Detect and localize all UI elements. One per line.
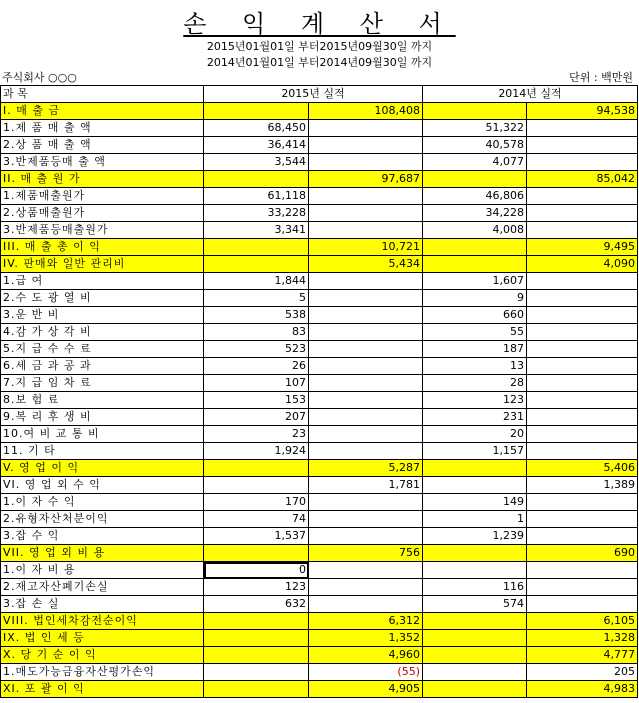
table-row xyxy=(1,392,638,409)
current-total-cell[interactable]: 756 xyxy=(309,545,423,562)
period-current: 2015년01월01일 부터2015년09월30일 까지 xyxy=(206,40,433,53)
current-total-cell[interactable] xyxy=(309,358,423,375)
prior-total-cell[interactable] xyxy=(527,341,638,358)
current-detail-cell[interactable] xyxy=(204,647,309,664)
prior-detail-cell[interactable]: 1,157 xyxy=(423,443,527,460)
account-cell[interactable]: III. 매 출 총 이 익 xyxy=(1,239,204,256)
account-cell[interactable]: V. 영 업 이 익 xyxy=(1,460,204,477)
table-row xyxy=(1,630,638,647)
current-detail-cell[interactable]: 207 xyxy=(204,409,309,426)
prior-detail-cell[interactable] xyxy=(423,477,527,494)
current-detail-cell[interactable]: 632 xyxy=(204,596,309,613)
account-cell[interactable]: X. 당 기 순 이 익 xyxy=(1,647,204,664)
current-detail-cell[interactable]: 1,537 xyxy=(204,528,309,545)
account-cell[interactable]: I. 매 출 금 xyxy=(1,103,204,120)
prior-detail-cell[interactable]: 20 xyxy=(423,426,527,443)
current-detail-cell[interactable]: 36,414 xyxy=(204,137,309,154)
prior-total-cell[interactable]: 94,538 xyxy=(527,103,638,120)
prior-detail-cell[interactable]: 34,228 xyxy=(423,205,527,222)
current-detail-cell[interactable] xyxy=(204,545,309,562)
table-row xyxy=(1,307,638,324)
account-cell[interactable]: II. 매 출 원 가 xyxy=(1,171,204,188)
table-row xyxy=(1,358,638,375)
prior-detail-cell[interactable]: 28 xyxy=(423,375,527,392)
current-total-cell[interactable] xyxy=(309,188,423,205)
current-detail-cell[interactable]: 26 xyxy=(204,358,309,375)
prior-total-cell[interactable] xyxy=(527,154,638,171)
prior-detail-cell[interactable]: 1 xyxy=(423,511,527,528)
prior-total-cell[interactable] xyxy=(527,188,638,205)
current-total-cell[interactable] xyxy=(309,307,423,324)
table-row xyxy=(1,222,638,239)
header-prior[interactable]: 2014년 실적 xyxy=(423,86,638,103)
prior-total-cell[interactable] xyxy=(527,579,638,596)
current-total-cell[interactable]: 5,287 xyxy=(309,460,423,477)
current-detail-cell[interactable] xyxy=(204,477,309,494)
table-row xyxy=(1,426,638,443)
current-total-cell[interactable]: 5,434 xyxy=(309,256,423,273)
current-total-cell[interactable] xyxy=(309,290,423,307)
prior-detail-cell[interactable] xyxy=(423,613,527,630)
prior-detail-cell[interactable] xyxy=(423,681,527,698)
table-row xyxy=(1,188,638,205)
prior-detail-cell[interactable] xyxy=(423,664,527,681)
current-total-cell[interactable] xyxy=(309,579,423,596)
prior-detail-cell[interactable]: 4,077 xyxy=(423,154,527,171)
account-cell[interactable]: 3.운 반 비 xyxy=(1,307,204,324)
prior-total-cell[interactable]: 4,983 xyxy=(527,681,638,698)
current-detail-cell[interactable]: 61,118 xyxy=(204,188,309,205)
current-detail-cell[interactable]: 83 xyxy=(204,324,309,341)
table-row xyxy=(1,562,638,579)
prior-total-cell[interactable] xyxy=(527,409,638,426)
prior-detail-cell[interactable]: 46,806 xyxy=(423,188,527,205)
current-detail-cell[interactable] xyxy=(204,613,309,630)
table-row xyxy=(1,613,638,630)
current-detail-cell[interactable]: 68,450 xyxy=(204,120,309,137)
account-cell[interactable]: IX. 법 인 세 등 xyxy=(1,630,204,647)
current-detail-cell[interactable]: 523 xyxy=(204,341,309,358)
table-header-row xyxy=(1,86,638,103)
prior-total-cell[interactable] xyxy=(527,324,638,341)
account-cell[interactable]: VII. 영 업 외 비 용 xyxy=(1,545,204,562)
current-total-cell[interactable] xyxy=(309,494,423,511)
table-row xyxy=(1,511,638,528)
prior-total-cell[interactable] xyxy=(527,596,638,613)
prior-total-cell[interactable]: 205 xyxy=(527,664,638,681)
current-detail-cell[interactable]: 107 xyxy=(204,375,309,392)
prior-detail-cell[interactable]: 9 xyxy=(423,290,527,307)
table-row xyxy=(1,273,638,290)
table-row xyxy=(1,239,638,256)
prior-total-cell[interactable] xyxy=(527,358,638,375)
table-row xyxy=(1,494,638,511)
account-cell[interactable]: IV. 판매와 일반 관리비 xyxy=(1,256,204,273)
account-cell[interactable]: 3.잡 수 익 xyxy=(1,528,204,545)
current-total-cell[interactable]: 10,721 xyxy=(309,239,423,256)
prior-detail-cell[interactable]: 149 xyxy=(423,494,527,511)
period-prior: 2014년01월01일 부터2014년09월30일 까지 xyxy=(206,56,433,69)
current-detail-cell[interactable]: 33,228 xyxy=(204,205,309,222)
account-cell[interactable]: 1.이 자 비 용 xyxy=(1,562,204,579)
table-row xyxy=(1,528,638,545)
prior-total-cell[interactable] xyxy=(527,273,638,290)
prior-total-cell[interactable]: 6,105 xyxy=(527,613,638,630)
prior-total-cell[interactable] xyxy=(527,375,638,392)
unit-label: 단위 : 백만원 xyxy=(569,71,633,84)
table-row xyxy=(1,664,638,681)
current-total-cell[interactable]: 6,312 xyxy=(309,613,423,630)
prior-total-cell[interactable] xyxy=(527,137,638,154)
current-total-cell[interactable]: 1,352 xyxy=(309,630,423,647)
table-row xyxy=(1,324,638,341)
prior-total-cell[interactable] xyxy=(527,494,638,511)
table-row xyxy=(1,171,638,188)
prior-total-cell[interactable]: 4,777 xyxy=(527,647,638,664)
current-total-cell[interactable] xyxy=(309,375,423,392)
current-total-cell[interactable] xyxy=(309,222,423,239)
current-total-cell[interactable] xyxy=(309,511,423,528)
current-total-cell[interactable]: (55) xyxy=(309,664,423,681)
prior-total-cell[interactable]: 5,406 xyxy=(527,460,638,477)
table-row xyxy=(1,103,638,120)
table-row xyxy=(1,681,638,698)
current-total-cell[interactable] xyxy=(309,596,423,613)
table-row xyxy=(1,409,638,426)
account-cell[interactable]: 8.보 험 료 xyxy=(1,392,204,409)
current-total-cell[interactable] xyxy=(309,137,423,154)
table-row xyxy=(1,375,638,392)
prior-total-cell[interactable] xyxy=(527,528,638,545)
current-total-cell[interactable]: 1,781 xyxy=(309,477,423,494)
account-cell[interactable]: XI. 포 괄 이 익 xyxy=(1,681,204,698)
table-row xyxy=(1,545,638,562)
current-detail-cell[interactable] xyxy=(204,681,309,698)
current-total-cell[interactable] xyxy=(309,409,423,426)
current-detail-cell[interactable]: 3,544 xyxy=(204,154,309,171)
prior-detail-cell[interactable] xyxy=(423,647,527,664)
prior-detail-cell[interactable]: 187 xyxy=(423,341,527,358)
account-cell[interactable]: 2.상 품 매 출 액 xyxy=(1,137,204,154)
table-row xyxy=(1,460,638,477)
prior-detail-cell[interactable] xyxy=(423,171,527,188)
prior-total-cell[interactable]: 1,328 xyxy=(527,630,638,647)
current-detail-cell[interactable] xyxy=(204,239,309,256)
current-detail-cell[interactable]: 74 xyxy=(204,511,309,528)
header-account[interactable]: 과 목 xyxy=(1,86,204,103)
prior-total-cell[interactable] xyxy=(527,511,638,528)
prior-detail-cell[interactable]: 574 xyxy=(423,596,527,613)
current-detail-cell[interactable]: 3,341 xyxy=(204,222,309,239)
current-total-cell[interactable] xyxy=(309,273,423,290)
prior-detail-cell[interactable]: 40,578 xyxy=(423,137,527,154)
account-cell[interactable]: 1.매도가능금융자산평가손익 xyxy=(1,664,204,681)
current-detail-cell[interactable] xyxy=(204,630,309,647)
account-cell[interactable]: VIII. 법인세차감전순이익 xyxy=(1,613,204,630)
table-row xyxy=(1,137,638,154)
account-cell[interactable]: VI. 영 업 외 수 익 xyxy=(1,477,204,494)
current-detail-cell[interactable]: 123 xyxy=(204,579,309,596)
prior-total-cell[interactable]: 690 xyxy=(527,545,638,562)
account-cell[interactable]: 2.유형자산처분이익 xyxy=(1,511,204,528)
table-row xyxy=(1,205,638,222)
table-row xyxy=(1,579,638,596)
prior-total-cell[interactable] xyxy=(527,205,638,222)
table-row xyxy=(1,256,638,273)
prior-total-cell[interactable] xyxy=(527,290,638,307)
current-detail-cell[interactable]: 5 xyxy=(204,290,309,307)
account-cell[interactable]: 1.급 여 xyxy=(1,273,204,290)
table-row xyxy=(1,596,638,613)
account-cell[interactable]: 1.이 자 수 익 xyxy=(1,494,204,511)
current-detail-cell[interactable] xyxy=(204,171,309,188)
account-cell[interactable]: 1.제 품 매 출 액 xyxy=(1,120,204,137)
account-cell[interactable]: 5.지 급 수 수 료 xyxy=(1,341,204,358)
prior-total-cell[interactable] xyxy=(527,307,638,324)
account-cell[interactable]: 2.상품매출원가 xyxy=(1,205,204,222)
current-detail-cell[interactable] xyxy=(204,256,309,273)
current-detail-cell[interactable]: 170 xyxy=(204,494,309,511)
current-total-cell[interactable] xyxy=(309,120,423,137)
current-total-cell[interactable]: 4,905 xyxy=(309,681,423,698)
current-total-cell[interactable] xyxy=(309,205,423,222)
current-detail-cell[interactable]: 1,924 xyxy=(204,443,309,460)
income-statement-table xyxy=(0,85,638,698)
prior-total-cell[interactable]: 9,495 xyxy=(527,239,638,256)
prior-detail-cell[interactable] xyxy=(423,103,527,120)
account-cell[interactable]: 9.복 리 후 생 비 xyxy=(1,409,204,426)
prior-detail-cell[interactable]: 4,008 xyxy=(423,222,527,239)
current-total-cell[interactable] xyxy=(309,392,423,409)
current-total-cell[interactable] xyxy=(309,341,423,358)
current-total-cell[interactable] xyxy=(309,426,423,443)
prior-detail-cell[interactable]: 660 xyxy=(423,307,527,324)
account-cell[interactable]: 3.잡 손 실 xyxy=(1,596,204,613)
prior-total-cell[interactable] xyxy=(527,426,638,443)
prior-total-cell[interactable] xyxy=(527,443,638,460)
prior-detail-cell[interactable] xyxy=(423,256,527,273)
table-row xyxy=(1,647,638,664)
statement-title: 손 익 계 산 서 xyxy=(183,10,456,38)
account-cell[interactable]: 7.지 급 임 차 료 xyxy=(1,375,204,392)
current-total-cell[interactable] xyxy=(309,443,423,460)
current-detail-cell[interactable] xyxy=(204,460,309,477)
current-detail-cell[interactable]: 0 xyxy=(204,562,309,579)
account-cell[interactable]: 6.세 금 과 공 과 xyxy=(1,358,204,375)
current-total-cell[interactable] xyxy=(309,562,423,579)
prior-detail-cell[interactable] xyxy=(423,630,527,647)
company-name: 주식회사 ○○○ xyxy=(2,71,77,84)
table-row xyxy=(1,120,638,137)
header-current[interactable]: 2015년 실적 xyxy=(204,86,423,103)
prior-detail-cell[interactable] xyxy=(423,562,527,579)
prior-detail-cell[interactable] xyxy=(423,239,527,256)
current-total-cell[interactable] xyxy=(309,324,423,341)
current-detail-cell[interactable]: 153 xyxy=(204,392,309,409)
prior-detail-cell[interactable] xyxy=(423,545,527,562)
table-row xyxy=(1,443,638,460)
table-row xyxy=(1,477,638,494)
account-cell[interactable]: 10.여 비 교 통 비 xyxy=(1,426,204,443)
current-total-cell[interactable]: 4,960 xyxy=(309,647,423,664)
prior-total-cell[interactable] xyxy=(527,562,638,579)
current-detail-cell[interactable]: 1,844 xyxy=(204,273,309,290)
current-total-cell[interactable] xyxy=(309,154,423,171)
current-total-cell[interactable] xyxy=(309,528,423,545)
prior-total-cell[interactable]: 4,090 xyxy=(527,256,638,273)
prior-detail-cell[interactable]: 1,239 xyxy=(423,528,527,545)
account-cell[interactable]: 2.재고자산폐기손실 xyxy=(1,579,204,596)
current-detail-cell[interactable]: 23 xyxy=(204,426,309,443)
prior-detail-cell[interactable] xyxy=(423,460,527,477)
prior-detail-cell[interactable]: 55 xyxy=(423,324,527,341)
table-row xyxy=(1,290,638,307)
current-detail-cell[interactable] xyxy=(204,664,309,681)
table-row xyxy=(1,154,638,171)
account-cell[interactable]: 4.감 가 상 각 비 xyxy=(1,324,204,341)
account-cell[interactable]: 3.반제품등매출원가 xyxy=(1,222,204,239)
prior-detail-cell[interactable]: 123 xyxy=(423,392,527,409)
prior-total-cell[interactable] xyxy=(527,222,638,239)
table-row xyxy=(1,341,638,358)
prior-total-cell[interactable]: 1,389 xyxy=(527,477,638,494)
current-detail-cell[interactable]: 538 xyxy=(204,307,309,324)
account-cell[interactable]: 2.수 도 광 열 비 xyxy=(1,290,204,307)
prior-detail-cell[interactable]: 13 xyxy=(423,358,527,375)
prior-detail-cell[interactable]: 51,322 xyxy=(423,120,527,137)
prior-detail-cell[interactable]: 231 xyxy=(423,409,527,426)
account-cell[interactable]: 3.반제품등매 출 액 xyxy=(1,154,204,171)
account-cell[interactable]: 1.제품매출원가 xyxy=(1,188,204,205)
account-cell[interactable]: 11. 기 타 xyxy=(1,443,204,460)
prior-detail-cell[interactable]: 1,607 xyxy=(423,273,527,290)
current-detail-cell[interactable] xyxy=(204,103,309,120)
prior-total-cell[interactable] xyxy=(527,392,638,409)
prior-total-cell[interactable]: 85,042 xyxy=(527,171,638,188)
prior-total-cell[interactable] xyxy=(527,120,638,137)
prior-detail-cell[interactable]: 116 xyxy=(423,579,527,596)
current-total-cell[interactable]: 108,408 xyxy=(309,103,423,120)
current-total-cell[interactable]: 97,687 xyxy=(309,171,423,188)
